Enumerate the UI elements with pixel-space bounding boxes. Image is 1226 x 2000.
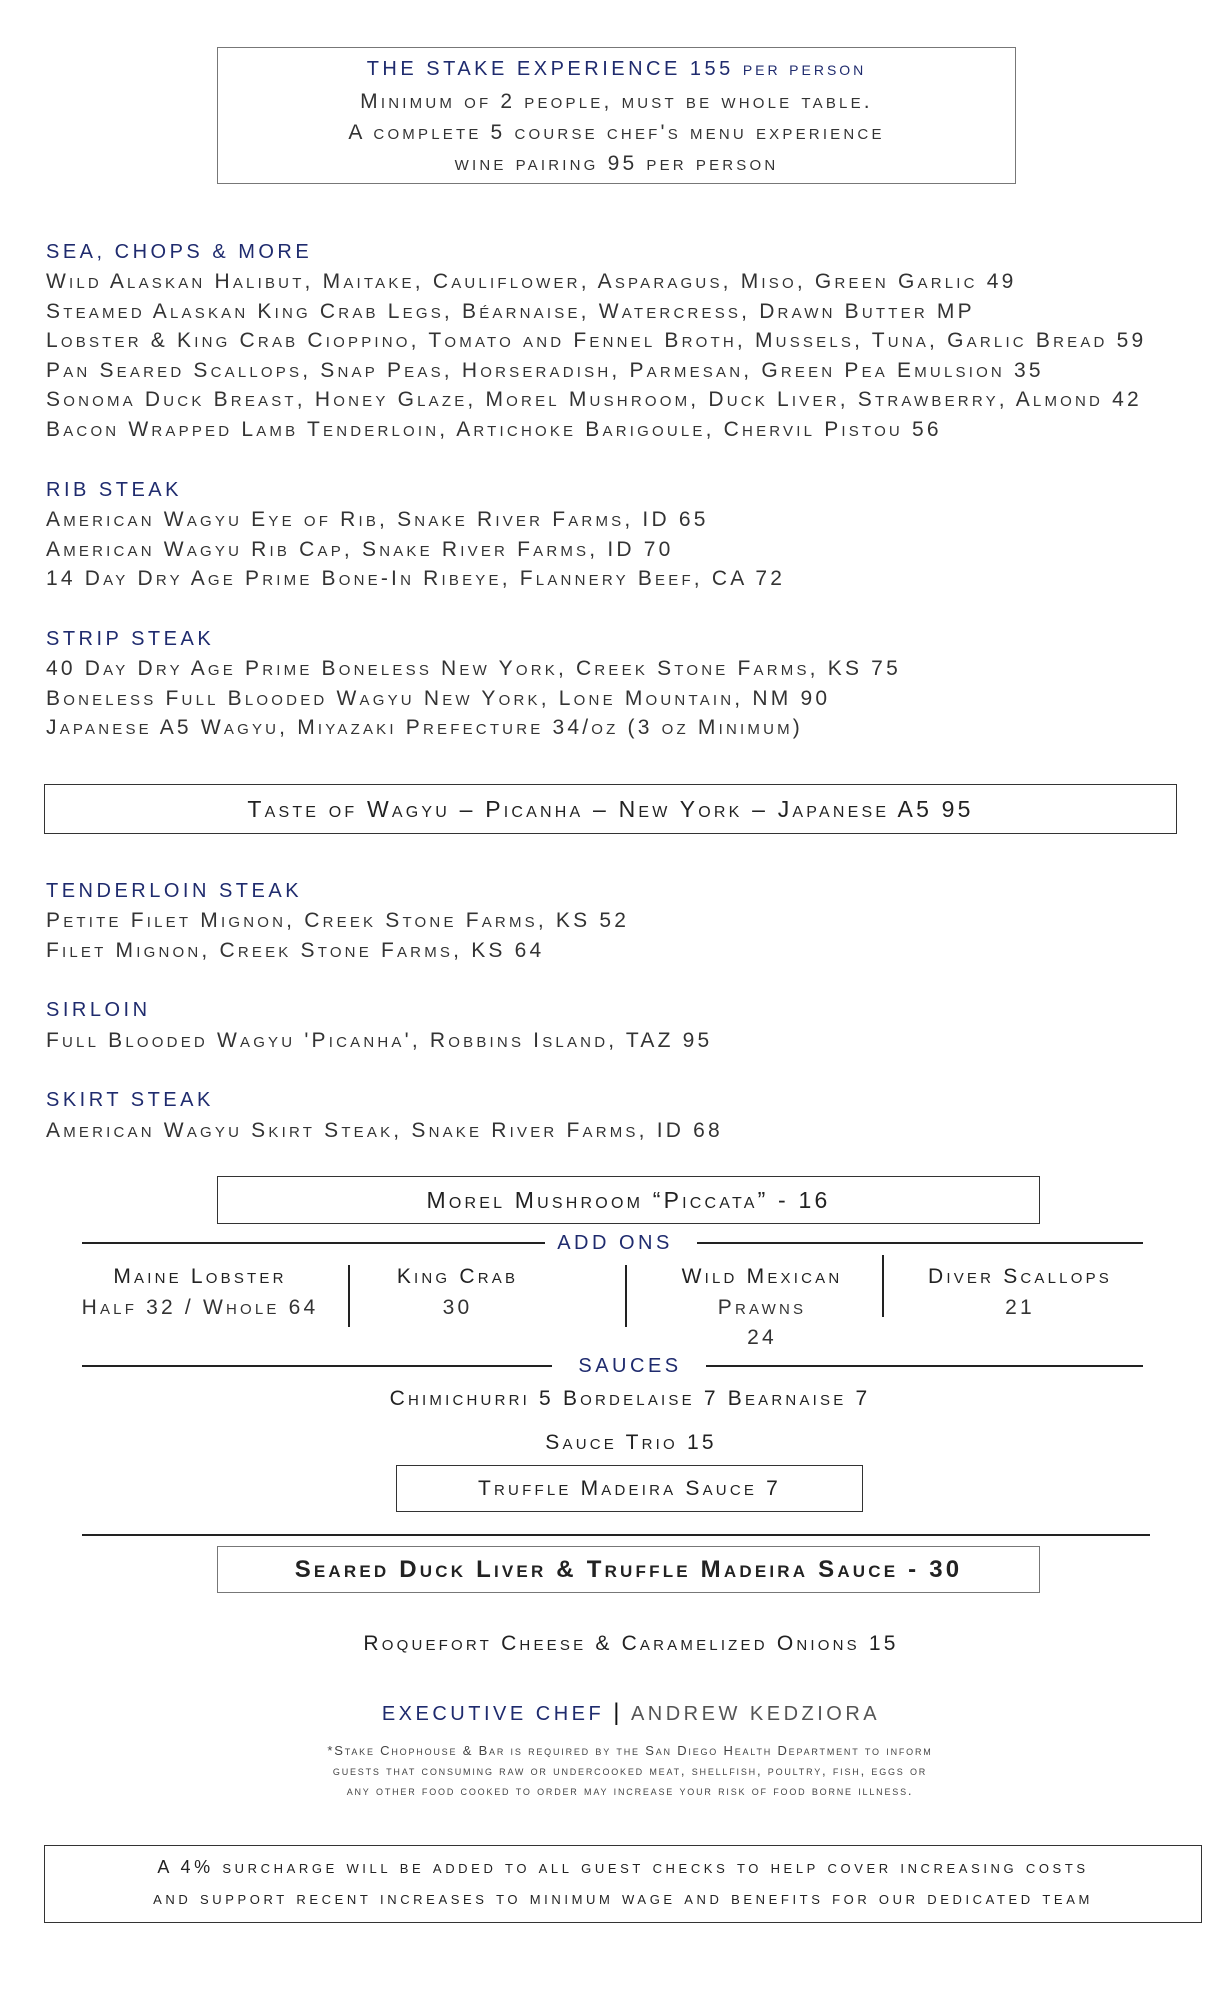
- menu-item: Full Blooded Wagyu 'Picanha', Robbins Island, TAZ 95: [46, 1029, 713, 1052]
- stake-experience-price-unit: per person: [742, 58, 867, 80]
- stake-experience-title: [217, 58, 1016, 81]
- disclaimer-line: any other food cooked to order may increase your risk of food borne illness.: [346, 1783, 914, 1798]
- menu-item: Boneless Full Blooded Wagyu New York, Lone Mountain, NM 90: [46, 687, 831, 710]
- sauce-trio: Sauce Trio 15: [545, 1431, 717, 1454]
- sauces-title: SAUCES: [578, 1355, 682, 1377]
- section-title-skirt-steak: SKIRT STEAK: [46, 1089, 214, 1111]
- executive-chef: [0, 1699, 1226, 1727]
- menu-item: Sonoma Duck Breast, Honey Glaze, Morel Mushroom, Duck Liver, Strawberry, Almond 42: [46, 388, 1142, 411]
- addon-price: Half 32 / Whole 64: [81, 1296, 319, 1319]
- addon-name: Wild Mexican: [681, 1265, 843, 1288]
- add-ons-rule-left: [82, 1242, 545, 1244]
- menu-item: Pan Seared Scallops, Snap Peas, Horseradish, Parmesan, Green Pea Emulsion 35: [46, 359, 1044, 382]
- stake-experience-title-text: THE STAKE EXPERIENCE 155: [366, 58, 734, 80]
- taste-of-wagyu-text: Taste of Wagyu – Picanha – New York – Japanese A5 95: [247, 796, 974, 822]
- add-ons-title: ADD ONS: [557, 1232, 673, 1254]
- roquefort-text: Roquefort Cheese & Caramelized Onions 15: [363, 1632, 899, 1655]
- executive-chef-label: EXECUTIVE CHEF: [381, 1703, 605, 1725]
- morel-text: Morel Mushroom “Piccata” - 16: [426, 1187, 831, 1213]
- stake-experience-line1: Minimum of 2 people, must be whole table.: [360, 90, 873, 113]
- add-ons-rule-right: [697, 1242, 1143, 1244]
- executive-chef-name: ANDREW KEDZIORA: [630, 1703, 881, 1725]
- section-title-rib-steak: RIB STEAK: [46, 479, 182, 501]
- sauces-rule-right: [706, 1365, 1143, 1367]
- addon-name: Diver Scallops: [927, 1265, 1113, 1288]
- stake-experience-line3: wine pairing 95 per person: [454, 152, 779, 175]
- truffle-sauce-text: Truffle Madeira Sauce 7: [478, 1477, 781, 1500]
- addon-price: 30: [442, 1296, 473, 1319]
- addon-name: Maine Lobster: [113, 1265, 287, 1288]
- addon-divider: [625, 1265, 627, 1327]
- sauces-rule-left: [82, 1365, 552, 1367]
- stake-experience-line2: A complete 5 course chef's menu experience: [348, 121, 885, 144]
- addon-divider: [882, 1255, 884, 1317]
- divider-rule: [82, 1534, 1150, 1536]
- disclaimer-line: guests that consuming raw or undercooked meat, shellfish, poultry, fish, eggs or: [332, 1763, 928, 1778]
- addon-name: King Crab: [396, 1265, 519, 1288]
- menu-item: Lobster & King Crab Cioppino, Tomato and Fennel Broth, Mussels, Tuna, Garlic Bread 59: [46, 329, 1147, 352]
- duck-liver-text: Seared Duck Liver & Truffle Madeira Sauce - 30: [294, 1556, 963, 1583]
- addon-name-line2: Prawns: [717, 1296, 807, 1319]
- section-title-tenderloin: TENDERLOIN STEAK: [46, 880, 303, 902]
- menu-item: Filet Mignon, Creek Stone Farms, KS 64: [46, 939, 545, 962]
- section-title-sea-chops: SEA, CHOPS & MORE: [46, 241, 313, 263]
- menu-item: Steamed Alaskan King Crab Legs, Béarnaise, Watercress, Drawn Butter MP: [46, 300, 975, 323]
- section-title-strip-steak: STRIP STEAK: [46, 628, 215, 650]
- addon-price: 24: [747, 1326, 777, 1349]
- menu-item: 40 Day Dry Age Prime Boneless New York, Creek Stone Farms, KS 75: [46, 657, 901, 680]
- section-title-sirloin: SIRLOIN: [46, 999, 151, 1021]
- addon-divider: [348, 1265, 350, 1327]
- sauces-list: Chimichurri 5 Bordelaise 7 Bearnaise 7: [389, 1387, 871, 1410]
- surcharge-line: A 4% surcharge will be added to all guest checks to help cover increasing costs: [157, 1857, 1089, 1877]
- menu-item: Japanese A5 Wagyu, Miyazaki Prefecture 34/oz (3 oz Minimum): [46, 716, 803, 739]
- executive-chef-divider: |: [613, 1699, 623, 1726]
- menu-item: Petite Filet Mignon, Creek Stone Farms, KS 52: [46, 909, 630, 932]
- surcharge-line: and support recent increases to minimum wage and benefits for our dedicated team: [153, 1888, 1093, 1908]
- menu-item: American Wagyu Eye of Rib, Snake River Farms, ID 65: [46, 508, 709, 531]
- addon-price: 21: [1005, 1296, 1035, 1319]
- menu-item: Wild Alaskan Halibut, Maitake, Cauliflower, Asparagus, Miso, Green Garlic 49: [46, 270, 1017, 293]
- menu-item: Bacon Wrapped Lamb Tenderloin, Artichoke Barigoule, Chervil Pistou 56: [46, 418, 942, 441]
- menu-item: American Wagyu Skirt Steak, Snake River Farms, ID 68: [46, 1119, 723, 1142]
- disclaimer-line: *Stake Chophouse & Bar is required by the San Diego Health Department to inform: [327, 1743, 933, 1758]
- menu-item: 14 Day Dry Age Prime Bone-In Ribeye, Flannery Beef, CA 72: [46, 567, 786, 590]
- menu-item: American Wagyu Rib Cap, Snake River Farms, ID 70: [46, 538, 674, 561]
